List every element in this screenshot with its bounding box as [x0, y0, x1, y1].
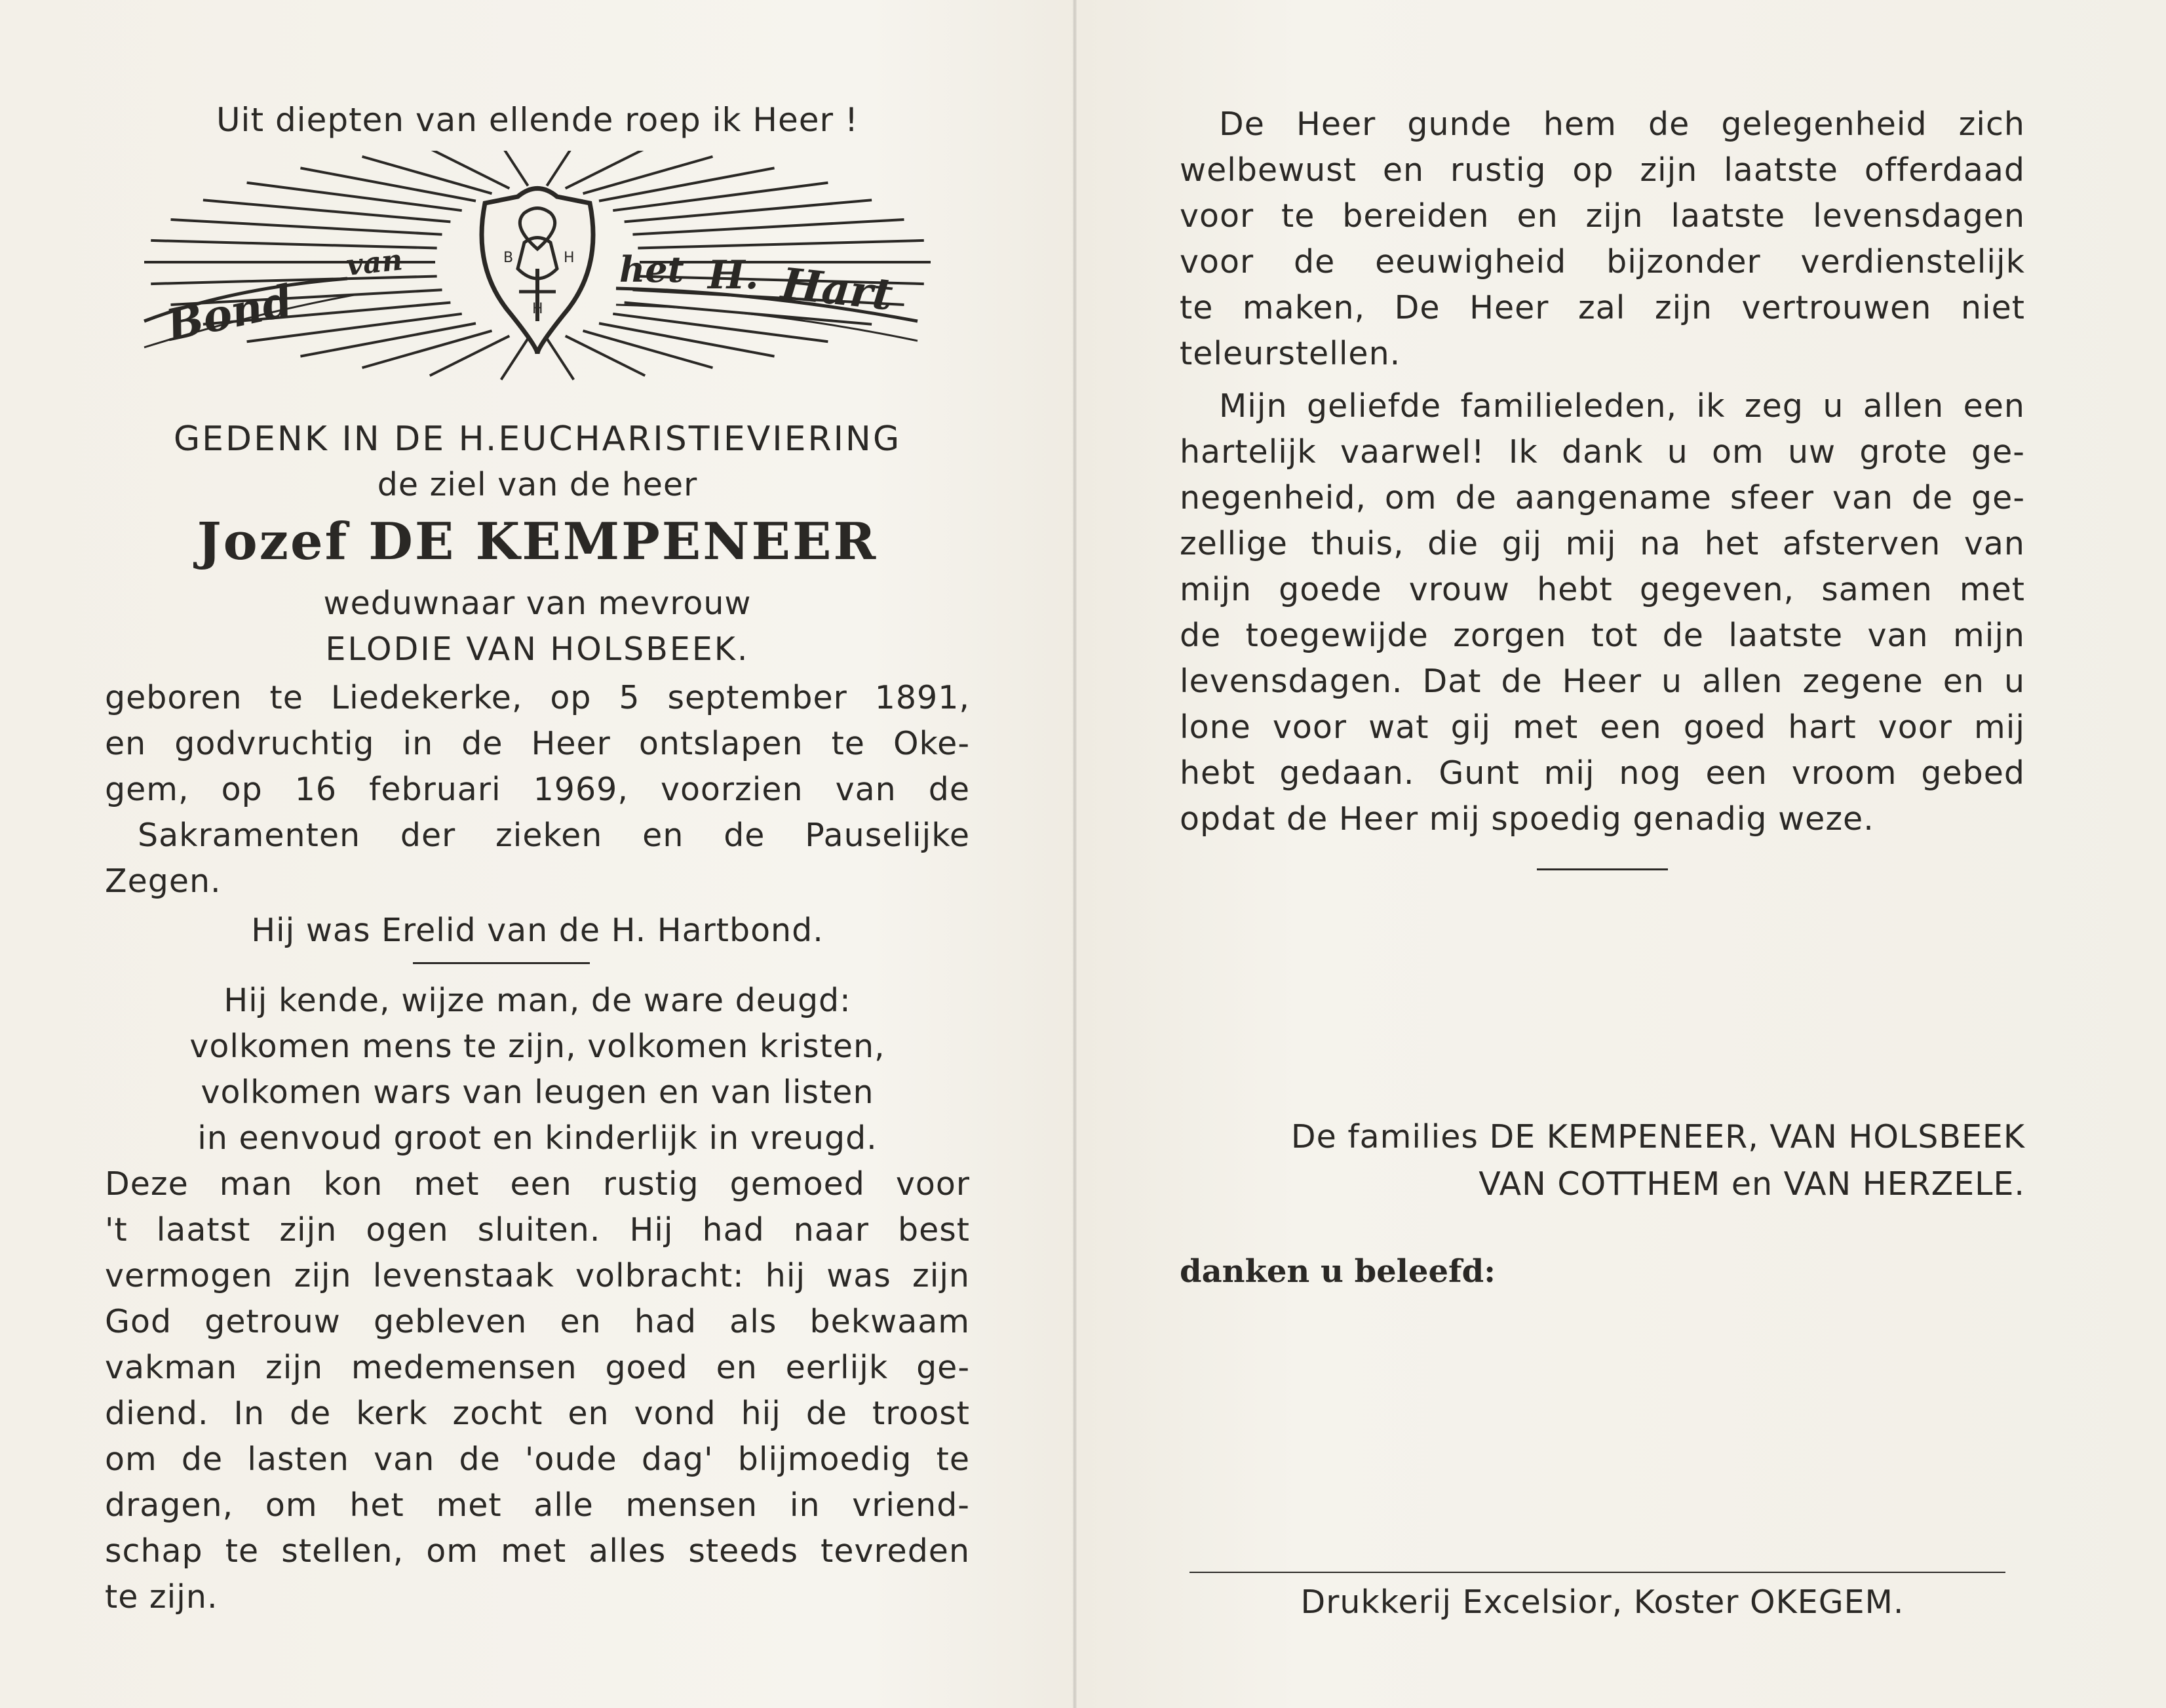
bio-line: en godvruchtig in de Heer ontslapen te Oke-: [105, 725, 970, 762]
tribute-line: diend. In de kerk zocht en vond hij de troost: [105, 1395, 970, 1432]
poem-line: volkomen wars van leugen en van listen: [201, 1074, 874, 1111]
bio-block: [105, 675, 970, 904]
emblem-letter: H: [532, 301, 543, 317]
emblem-word: het: [619, 248, 684, 290]
divider: [1537, 868, 1668, 870]
paragraph-line: negenheid, om de aangename sfeer van de ge-: [1180, 479, 2025, 516]
paragraph-line: teleurstellen.: [1180, 335, 1401, 372]
paragraph-line: voor te bereiden en zijn laatste levensdagen: [1180, 197, 2025, 235]
paragraph-line: De Heer gunde hem de gelegenheid zich: [1219, 106, 2025, 143]
poem-line: Hij kende, wijze man, de ware deugd:: [223, 982, 851, 1019]
card-fold: [1073, 0, 1077, 1708]
emblem-ray: [632, 220, 904, 235]
paragraph-line: opdat de Heer mij spoedig genadig weze.: [1180, 800, 1874, 838]
tribute-line: om de lasten van de 'oude dag' blijmoedig te: [105, 1441, 970, 1478]
right-panel: [1180, 0, 2025, 1708]
deceased-name: Jozef DE KEMPENEER: [197, 512, 878, 572]
tribute-line: te zijn.: [105, 1578, 218, 1616]
paragraph-line: hartelijk vaarwel! Ik dank u om uw grote ge-: [1180, 433, 2025, 471]
paragraph-line: levensdagen. Dat de Heer u allen zegene en u: [1180, 663, 2025, 700]
paragraph-line: lone voor wat gij met een goed hart voor mij: [1180, 708, 2025, 746]
emblem-word: van: [344, 243, 404, 282]
emblem-ray: [300, 168, 476, 201]
farewell-paragraph-1: [1180, 102, 2025, 377]
emblem-ray: [501, 339, 528, 380]
tribute-line: 't laatst zijn ogen sluiten. Hij had naar best: [105, 1211, 970, 1249]
bio-line: gem, op 16 februari 1969, voorzien van de: [105, 771, 970, 808]
bio-line: Sakramenten der zieken en de Pauselijke: [138, 817, 970, 854]
emblem-ray: [583, 157, 713, 193]
emblem-letter: B: [503, 250, 514, 266]
tribute-line: Deze man kon met een rustig gemoed voor: [105, 1165, 970, 1203]
tribute-text: [105, 1161, 970, 1620]
intro-heading: GEDENK IN DE H.EUCHARISTIEVIERING: [173, 419, 902, 459]
emblem-word: H.: [708, 252, 759, 298]
emblem-ray: [566, 336, 646, 376]
paragraph-line: zellige thuis, die gij mij na het afsterven van: [1180, 525, 2025, 562]
emblem-ray: [566, 151, 646, 188]
printer-credit: Drukkerij Excelsior, Koster OKEGEM.: [1300, 1583, 1905, 1621]
intro-subheading: de ziel van de heer: [377, 466, 698, 503]
emblem-ray: [599, 323, 775, 356]
emblem-ray: [501, 151, 528, 185]
emblem-ray: [362, 331, 492, 368]
emblem-ray: [547, 339, 573, 380]
paragraph-line: te maken, De Heer zal zijn vertrouwen niet: [1180, 289, 2025, 326]
poem-line: in eenvoud groot en kinderlijk in vreugd.: [197, 1119, 878, 1157]
thanks-line: danken u beleefd:: [1180, 1253, 1496, 1290]
emblem-ray: [171, 220, 442, 235]
emblem-ray: [583, 331, 713, 368]
left-panel: [105, 0, 970, 1708]
bio-line: Zegen.: [105, 863, 222, 900]
bio-line: geboren te Liedekerke, op 5 september 1891,: [105, 679, 970, 716]
emblem-word: Hart: [779, 258, 895, 320]
paragraph-line: hebt gedaan. Gunt mij nog een vroom gebed: [1180, 754, 2025, 792]
families-line-1: De families DE KEMPENEER, VAN HOLSBEEK: [1290, 1118, 2025, 1155]
paragraph-line: Mijn geliefde familieleden, ik zeg u allen een: [1219, 387, 2025, 425]
tribute-line: schap te stellen, om met alles steeds tevreden: [105, 1532, 970, 1570]
spouse-line: weduwnaar van mevrouw: [323, 585, 752, 622]
poem-block: [105, 978, 970, 1161]
tribute-line: vakman zijn medemensen goed en eerlijk ge-: [105, 1349, 970, 1386]
membership-line: Hij was Erelid van de H. Hartbond.: [251, 912, 824, 949]
footer-rule: [1189, 1572, 2005, 1573]
emblem-ray: [430, 336, 510, 376]
emblem-word: Bond: [162, 275, 298, 351]
paragraph-line: voor de eeuwigheid bijzonder verdienstelijk: [1180, 243, 2025, 281]
emblem-ray: [430, 151, 510, 188]
tribute-line: vermogen zijn levenstaak volbracht: hij was zijn: [105, 1257, 970, 1294]
emblem-ray: [547, 151, 573, 185]
sacred-heart-emblem: [131, 151, 944, 387]
spouse-name: ELODIE VAN HOLSBEEK.: [325, 631, 750, 668]
emblem-ray: [599, 168, 775, 201]
families-line-2: VAN COTTHEM en VAN HERZELE.: [1479, 1165, 2025, 1203]
farewell-paragraph-2: [1180, 383, 2025, 842]
paragraph-line: welbewust en rustig op zijn laatste offerdaad: [1180, 151, 2025, 189]
poem-line: volkomen mens te zijn, volkomen kristen,: [189, 1028, 885, 1065]
tribute-line: God getrouw gebleven en had als bekwaam: [105, 1303, 970, 1340]
emblem-ray: [300, 323, 476, 356]
paragraph-line: mijn goede vrouw hebt gegeven, samen met: [1180, 571, 2025, 608]
emblem-letter: H: [564, 250, 575, 266]
motto: Uit diepten van ellende roep ik Heer !: [216, 101, 859, 139]
tribute-line: dragen, om het met alle mensen in vriend-: [105, 1486, 970, 1524]
emblem-ray: [362, 157, 492, 193]
emblem-ray: [638, 241, 923, 248]
paragraph-line: de toegewijde zorgen tot de laatste van mijn: [1180, 617, 2025, 654]
divider: [413, 962, 590, 964]
